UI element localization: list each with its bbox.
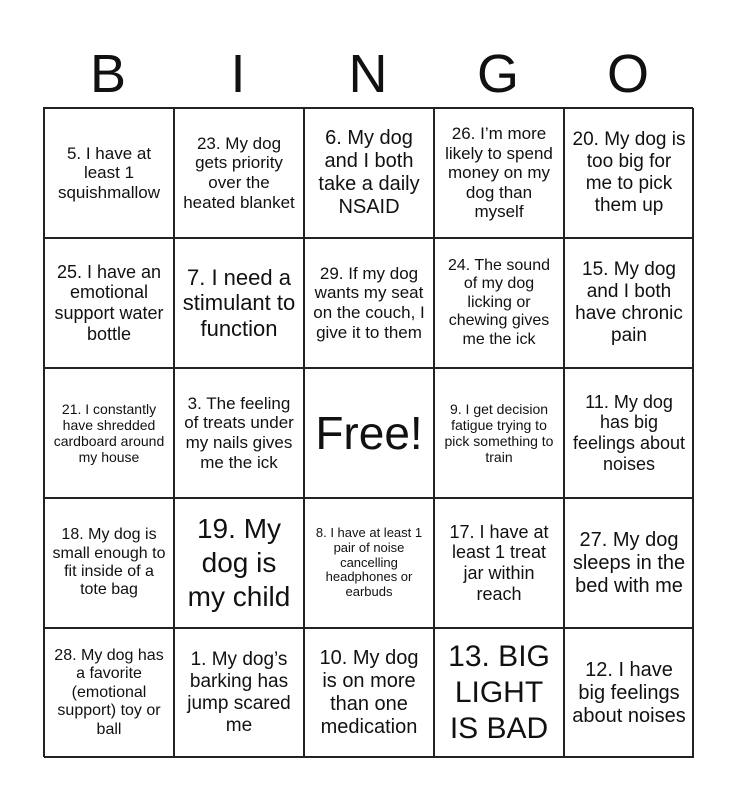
header-letter-i: I xyxy=(230,44,246,104)
header-letter-n: N xyxy=(348,44,388,104)
bingo-cell-r5c1[interactable]: 28. My dog has a favorite (emotional support) toy or ball xyxy=(44,628,174,758)
bingo-cell-r5c5[interactable]: 12. I have big feelings about noises xyxy=(564,628,694,758)
bingo-cell-r4c3[interactable]: 8. I have at least 1 pair of noise cancelling headphones or earbuds xyxy=(304,498,434,628)
header-letter-g: G xyxy=(476,44,519,104)
bingo-cell-r3c4[interactable]: 9. I get decision fatigue trying to pick something to train xyxy=(434,368,564,498)
bingo-cell-free[interactable]: Free! xyxy=(304,368,434,498)
bingo-cell-r2c4[interactable]: 24. The sound of my dog licking or chewing gives me the ick xyxy=(434,238,564,368)
bingo-cell-r1c4[interactable]: 26. I’m more likely to spend money on my dog than myself xyxy=(434,108,564,238)
bingo-cell-r5c2[interactable]: 1. My dog’s barking has jump scared me xyxy=(174,628,304,758)
bingo-cell-r2c2[interactable]: 7. I need a stimulant to function xyxy=(174,238,304,368)
bingo-cell-r3c1[interactable]: 21. I constantly have shredded cardboard around my house xyxy=(44,368,174,498)
bingo-cell-r1c2[interactable]: 23. My dog gets priority over the heated blanket xyxy=(174,108,304,238)
bingo-cell-r3c2[interactable]: 3. The feeling of treats under my nails gives me the ick xyxy=(174,368,304,498)
bingo-cell-r3c5[interactable]: 11. My dog has big feelings about noises xyxy=(564,368,694,498)
header-letter-o: O xyxy=(606,44,649,104)
bingo-header xyxy=(43,40,693,108)
bingo-cell-r2c5[interactable]: 15. My dog and I both have chronic pain xyxy=(564,238,694,368)
bingo-cell-r2c3[interactable]: 29. If my dog wants my seat on the couch, I give it to them xyxy=(304,238,434,368)
bingo-cell-r4c1[interactable]: 18. My dog is small enough to fit inside of a tote bag xyxy=(44,498,174,628)
bingo-board xyxy=(43,107,693,757)
bingo-cell-r2c1[interactable]: 25. I have an emotional support water bottle xyxy=(44,238,174,368)
bingo-cell-r4c2[interactable]: 19. My dog is my child xyxy=(174,498,304,628)
bingo-cell-r4c4[interactable]: 17. I have at least 1 treat jar within reach xyxy=(434,498,564,628)
header-letter-b: B xyxy=(89,44,127,104)
bingo-cell-r5c4[interactable]: 13. BIG LIGHT IS BAD xyxy=(434,628,564,758)
bingo-cell-r1c5[interactable]: 20. My dog is too big for me to pick them up xyxy=(564,108,694,238)
bingo-cell-r1c1[interactable]: 5. I have at least 1 squishmallow xyxy=(44,108,174,238)
bingo-cell-r4c5[interactable]: 27. My dog sleeps in the bed with me xyxy=(564,498,694,628)
bingo-cell-r5c3[interactable]: 10. My dog is on more than one medication xyxy=(304,628,434,758)
bingo-cell-r1c3[interactable]: 6. My dog and I both take a daily NSAID xyxy=(304,108,434,238)
